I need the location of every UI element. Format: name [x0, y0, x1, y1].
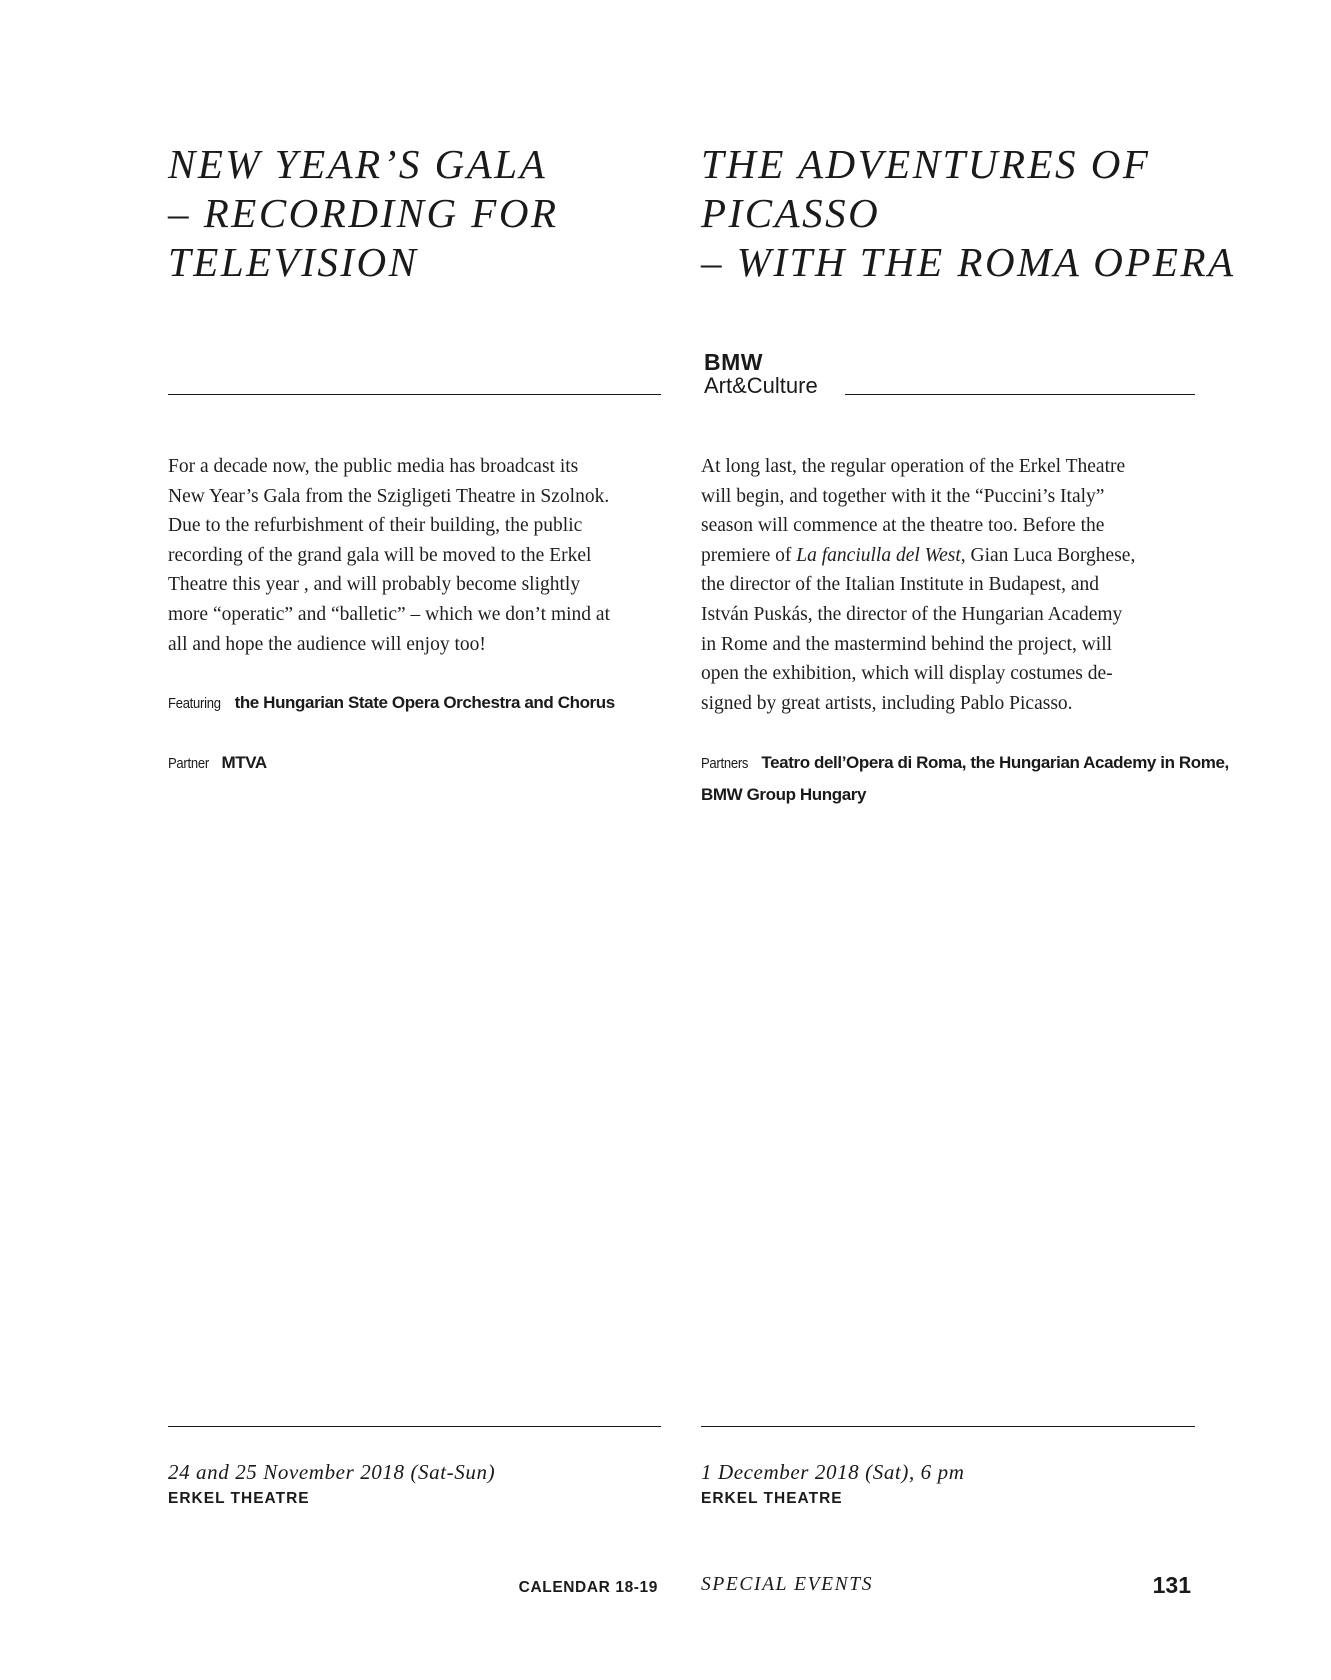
body-line	[701, 541, 1201, 571]
title-line: – WITH THE ROMA OPERA	[701, 239, 1236, 285]
title-line: – RECORDING FOR	[168, 190, 559, 236]
footer-section-label: SPECIAL EVENTS	[701, 1574, 874, 1595]
partner-credit	[168, 748, 668, 780]
body-line: in Rome and the mastermind behind the project, will	[701, 633, 1113, 655]
title-line: THE ADVENTURES OF	[701, 141, 1151, 187]
body-line: all and hope the audience will enjoy too!	[168, 633, 486, 655]
body-line: István Puskás, the director of the Hungarian Academy	[701, 603, 1123, 625]
event-title-adventures-of-picasso	[701, 140, 1236, 287]
header-divider-left	[168, 394, 661, 395]
event-date-right: 1 December 2018 (Sat), 6 pm	[701, 1460, 965, 1484]
event-description-left	[168, 452, 668, 659]
featuring-credit	[168, 688, 668, 720]
logo-subtitle: Art&Culture	[704, 373, 818, 398]
body-line: New Year’s Gala from the Szigligeti Theatre in Szolnok.	[168, 485, 610, 507]
partners-value: BMW Group Hungary	[701, 784, 867, 804]
body-line: more “operatic” and “balletic” – which we don’t mind at	[168, 603, 611, 625]
body-line: signed by great artists, including Pablo Picasso.	[701, 692, 1073, 714]
footer-divider-right	[701, 1426, 1195, 1427]
credit-line	[701, 748, 1229, 780]
title-line: TELEVISION	[168, 239, 419, 285]
logo-brand: BMW	[704, 349, 763, 375]
partners-credit	[701, 748, 1229, 809]
event-venue-left: ERKEL THEATRE	[168, 1490, 310, 1507]
header-divider-right	[845, 394, 1195, 395]
partner-value: MTVA	[221, 753, 267, 772]
body-line: will begin, and together with it the “Puccini’s Italy”	[701, 485, 1105, 507]
title-line: NEW YEAR’S GALA	[168, 141, 548, 187]
page-number: 131	[1152, 1572, 1191, 1598]
partners-value: Teatro dell’Opera di Roma, the Hungarian Academy in Rome,	[761, 753, 1229, 772]
opera-title: La fanciulla del West	[796, 544, 961, 566]
featuring-value: the Hungarian State Opera Orchestra and Chorus	[234, 693, 615, 712]
body-line: At long last, the regular operation of the Erkel Theatre	[701, 456, 1126, 477]
bmw-art-culture-logo	[704, 350, 818, 398]
event-venue-right: ERKEL THEATRE	[701, 1490, 843, 1507]
event-title-new-years-gala	[168, 140, 688, 287]
event-date-left: 24 and 25 November 2018 (Sat-Sun)	[168, 1460, 496, 1484]
title-line: PICASSO	[701, 190, 881, 236]
partner-label: Partner	[168, 756, 209, 772]
body-text-run: premiere of	[701, 544, 797, 566]
partners-label: Partners	[701, 756, 749, 772]
body-text-run: , Gian Luca Borghese,	[960, 544, 1136, 566]
footer-calendar-label: CALENDAR 18-19	[518, 1579, 658, 1596]
body-line: recording of the grand gala will be moved to the Erkel	[168, 544, 592, 566]
event-description-right	[701, 452, 1201, 718]
body-line: Due to the refurbishment of their building, the public	[168, 515, 583, 537]
body-line: season will commence at the theatre too. Before the	[701, 515, 1105, 537]
body-line: the director of the Italian Institute in Budapest, and	[701, 574, 1100, 596]
footer-divider-left	[168, 1426, 661, 1427]
body-line: Theatre this year , and will probably become slightly	[168, 574, 581, 596]
body-line: open the exhibition, which will display costumes de-	[701, 663, 1113, 685]
body-line: For a decade now, the public media has broadcast its	[168, 456, 579, 477]
featuring-label: Featuring	[168, 696, 221, 712]
